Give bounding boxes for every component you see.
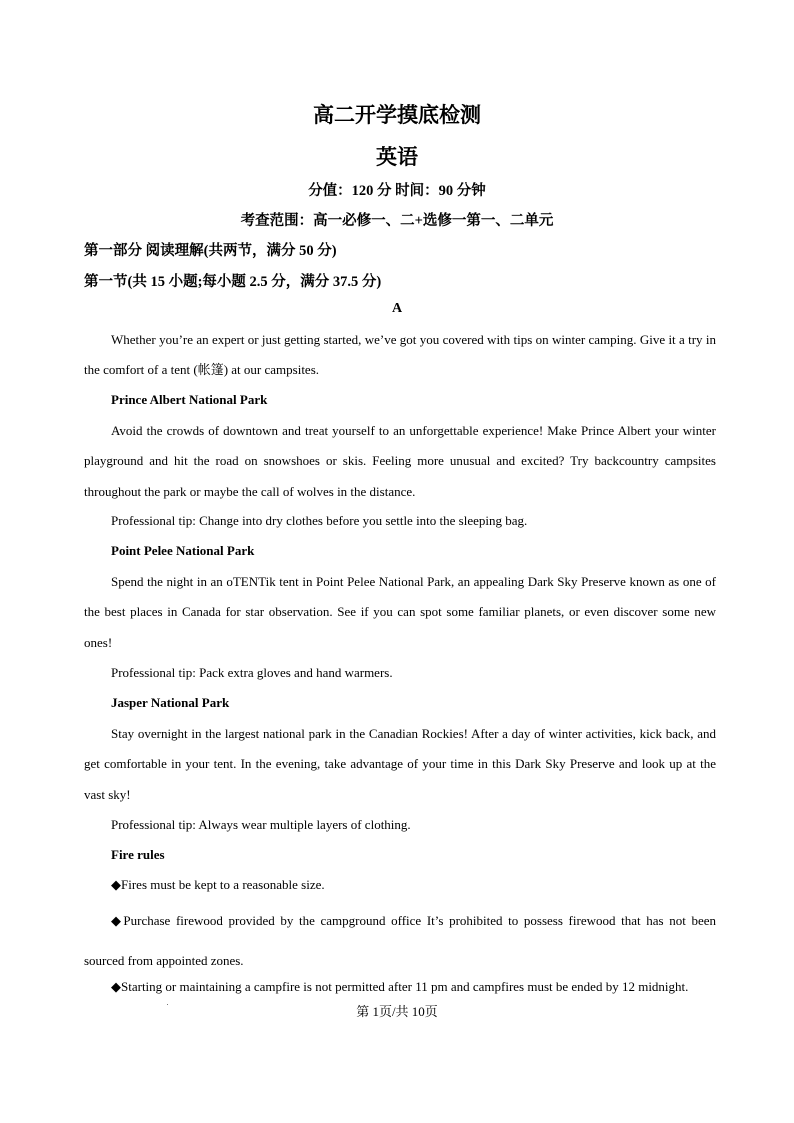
part-heading: 第一部分 阅读理解(共两节，满分 50 分) (84, 243, 337, 259)
park-name: Point Pelee National Park (111, 543, 255, 558)
fire-rules-heading: Fire rules (111, 847, 165, 862)
page-number: 第 1页/共 10页 (356, 1004, 438, 1019)
park-name: Jasper National Park (111, 695, 230, 710)
passage-intro: Whether you’re an expert or just getting started, we’ve got you covered with tips on winter camping. Give it a try in the comfort of a tent (帐篷) at our campsites. (84, 332, 716, 378)
fire-rule: ◆Purchase firewood provided by the campground office It’s prohibited to possess firewood that has not been sourced from appointed zones. (84, 913, 716, 968)
score-time: 分值：120 分 时间：90 分钟 (308, 183, 486, 199)
passage-label: A (391, 301, 403, 316)
fire-rule: ◆Starting or maintaining a campfire is not permitted after 11 pm and campfires must be ended by 12 midnight. (111, 979, 689, 994)
park-tip: Professional tip: Always wear multiple layers of clothing. (111, 817, 411, 832)
park-tip: Professional tip: Pack extra gloves and hand warmers. (111, 665, 393, 680)
park-name: Prince Albert National Park (111, 392, 268, 407)
park-description: Spend the night in an oTENTik tent in Point Pelee National Park, an appealing Dark Sky Preserve known as one of the best places in Canada for star observation. See if you can spot some familiar planets, or even discover some new ones! (84, 574, 716, 650)
subject-title: 英语 (376, 145, 418, 169)
exam-title: 高二开学摸底检测 (313, 103, 481, 127)
exam-scope: 考查范围：高一必修一、二+选修一第一、二单元 (240, 213, 554, 229)
fire-rule: ◆Fires must be kept to a reasonable size. (111, 877, 325, 892)
park-tip: Professional tip: Change into dry clothes before you settle into the sleeping bag. (111, 513, 528, 528)
section-heading: 第一节(共 15 小题;每小题 2.5 分，满分 37.5 分) (84, 274, 382, 290)
park-description: Avoid the crowds of downtown and treat yourself to an unforgettable experience! Make Prince Albert your winter playground and hit the road on snowshoes or skis. Feeling more unusual and excited? Try backcountry campsites throughout the park or maybe the call of wolves in the distance. (84, 423, 716, 499)
park-description: Stay overnight in the largest national park in the Canadian Rockies! After a day of winter activities, kick back, and get comfortable in your tent. In the evening, take advantage of your time in this Dark Sky Preserve and look up at the vast sky! (84, 726, 716, 802)
